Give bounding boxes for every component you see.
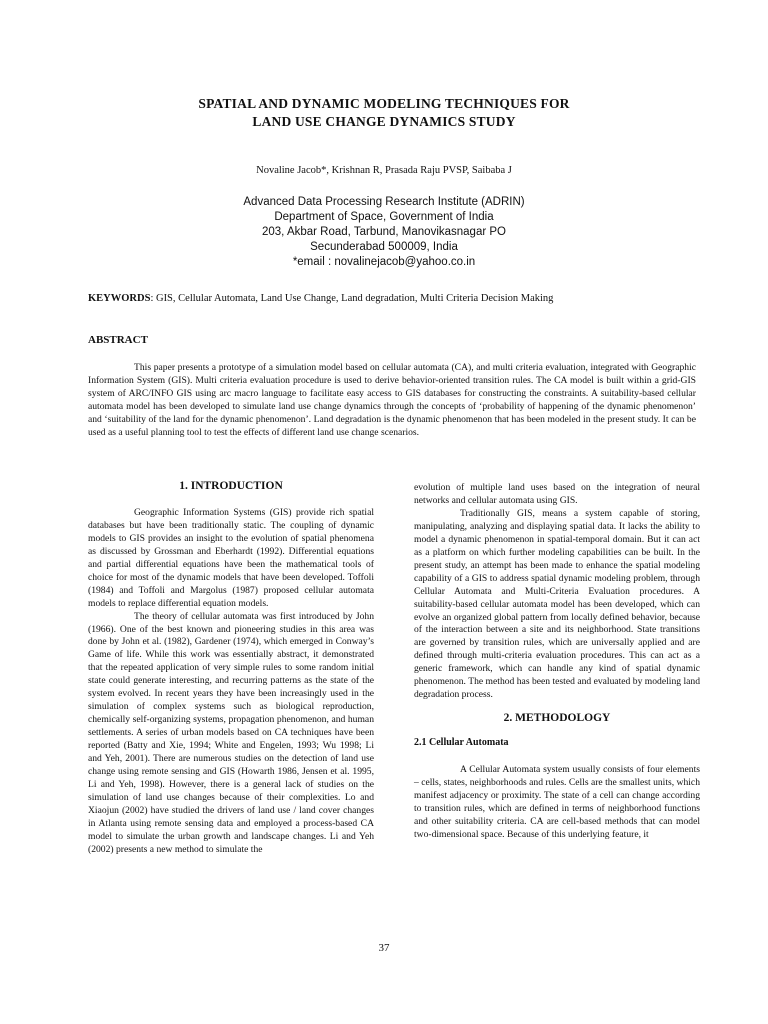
- right-column: [414, 482, 700, 842]
- section-heading-methodology: 2. METHODOLOGY: [503, 712, 611, 725]
- affiliation-line-4: Secunderabad 500009, India: [310, 241, 458, 253]
- paper-title: [0, 95, 768, 131]
- keywords-text: : GIS, Cellular Automata, Land Use Change, Land degradation, Multi Criteria Decision Making: [150, 293, 554, 304]
- subsection-heading-cellular-automata: 2.1 Cellular Automata: [414, 737, 509, 749]
- title-line-1: SPATIAL AND DYNAMIC MODELING TECHNIQUES FOR: [198, 96, 570, 111]
- keywords: [88, 292, 698, 306]
- intro-paragraph-2: The theory of cellular automata was first introduced by John (1966). One of the best known and pioneering studies in this area was done by John et al. (1982), Gardener (1974), which emerged in Conway’s Game of life. While this work was essentially abstract, it demonstrated that the repeated application of very simple rules to some random initial state could generate interesting, and recurring patterns as the state of the system evolved. In recent years they have been increasingly used in the simulation of complex systems such as biological reproduction, chemically self-organizing systems, propagation phenomenon, and human settlements. A series of urban models based on CA techniques have been reported (Batty and Xie, 1994; White and Engelen, 1993; Wu 1998; Li and Yeh, 2001). There are numerous studies on the detection of land use change using remote sensing and GIS (Howarth 1986, Jensen et al. 1995, Li and Yeh, 1998). However, there is a general lack of studies on the simulation of land use changes because of their complexities. Lo and Xiaojun (2002) have studied the drivers of land use / land cover changes in Atlanta using remote sensing data and employed a process-based CA model to simulate the urban growth and landscape changes. Li and Yeh (2002) presents a new method to simulate the: [88, 610, 374, 855]
- author-email: *email : novalinejacob@yahoo.co.in: [292, 256, 476, 268]
- section-heading-introduction: 1. INTRODUCTION: [179, 480, 283, 492]
- affiliation: [0, 195, 768, 270]
- abstract-text: This paper presents a prototype of a simulation model based on cellular automata (CA), and multi criteria evaluation, integrated with Geographic Information System (GIS). Multi criteria evaluation procedure is used to derive behavior-oriented transition rules. The CA model is built within a grid-GIS system of ARC/INFO GIS using arc macro language to facilitate easy access to GIS databases for constructing the constraints. A suitability-based cellular automata model has been developed to simulate land use change dynamics through the concepts of ‘probability of happening of the dynamic phenomenon’ and ‘suitability of the land for the dynamic phenomenon’. Land degradation is the dynamic phenomenon that has been modeled in the present study. It can be used as a useful planning tool to test the effects of different land use change scenarios.: [88, 362, 696, 438]
- affiliation-line-3: 203, Akbar Road, Tarbund, Manovikasnagar PO: [262, 226, 506, 238]
- affiliation-line-2: Department of Space, Government of India: [274, 211, 494, 223]
- intro-paragraph-4: Traditionally GIS, means a system capable of storing, manipulating, analyzing and displaying spatial data. It lacks the ability to model a dynamic phenomenon in spatial-temporal domain. But it can act as a platform on which further modeling capabilities can be built. In the present study, an attempt has been made to enhance the spatial modeling capability of a GIS to address spatial dynamic modeling problem, through Cellular Automata and Multi-Criteria Evaluation procedures. A suitability-based cellular automata model has been developed, which can evolve an organized global pattern from locally defined behavior, because of the interaction between a site and its neighborhood. State transitions are governed by transition rules, which are universally applied and are defined through multi-criteria evaluation procedures. This can act as a generic framework, which can handle any kind of spatial dynamic phenomenon. The method has been tested and evaluated by modeling land degradation process.: [414, 507, 700, 701]
- author-list: Novaline Jacob*, Krishnan R, Prasada Raju PVSP, Saibaba J: [256, 165, 512, 176]
- page-number: 37: [378, 942, 390, 954]
- intro-paragraph-3: evolution of multiple land uses based on the integration of neural networks and cellular automata using GIS.: [414, 482, 700, 506]
- left-column: [88, 480, 374, 857]
- title-line-2: LAND USE CHANGE DYNAMICS STUDY: [252, 114, 516, 129]
- methodology-paragraph-1: A Cellular Automata system usually consists of four elements – cells, states, neighborhoods and rules. Cells are the smallest units, which manifest adjacency or proximity. The state of a cell can change according to transition rules, which are defined in terms of neighborhood functions and other suitability criteria. CA are cell-based methods that can model two-dimensional space. Because of this underlying feature, it: [414, 764, 700, 840]
- abstract-heading: ABSTRACT: [88, 334, 148, 346]
- affiliation-line-1: Advanced Data Processing Research Institute (ADRIN): [243, 196, 525, 208]
- keywords-label: KEYWORDS: [88, 293, 151, 304]
- intro-paragraph-1: Geographic Information Systems (GIS) provide rich spatial databases but have been traditionally static. The coupling of dynamic models to GIS provides an insight to the evolution of spatial phenomena as discussed by Grossman and Eberhardt (1992). Differential equations and partial differential equations have been the mathematical tools of choice for most of the dynamic models that have been developed. Toffoli (1984) and Toffoli and Margolus (1987) proposed cellular automata models to replace differential equation models.: [88, 506, 374, 609]
